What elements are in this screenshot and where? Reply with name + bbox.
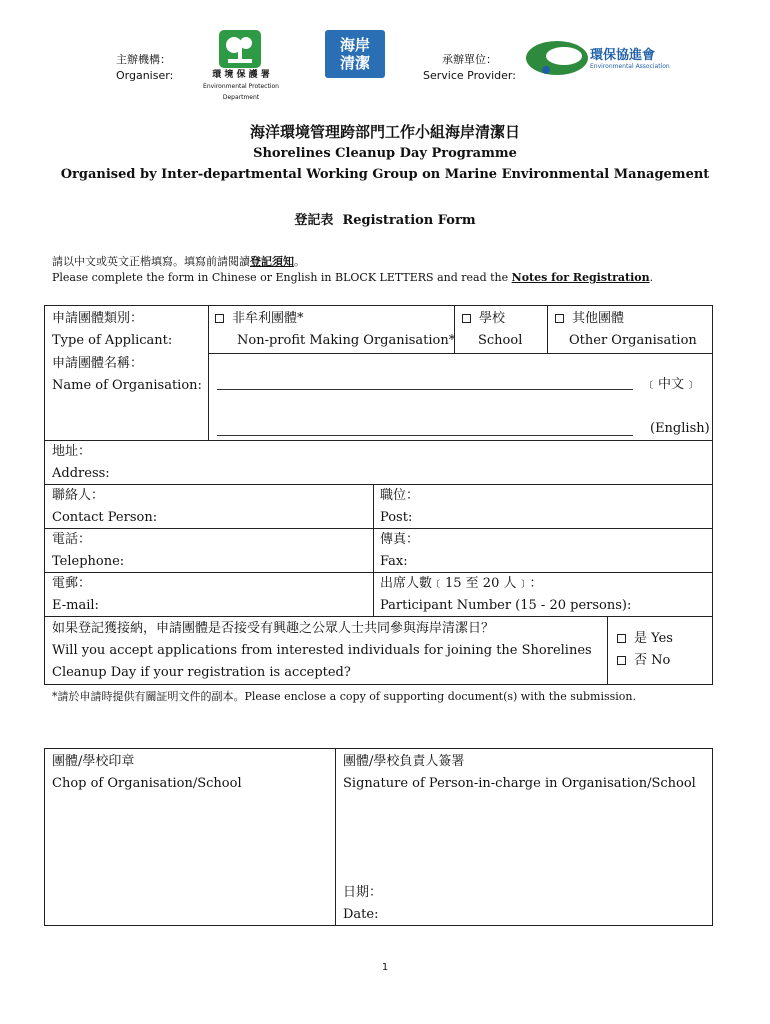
no-checkbox[interactable]: [617, 656, 626, 665]
epd-name: 環 境 保 護 署 Environmental Protection Department: [203, 70, 279, 101]
email-label[interactable]: 電郵： E-mail:: [52, 576, 99, 613]
title-zh: 海洋環境管理跨部門工作小組海岸清潔日: [249, 123, 520, 141]
yes-checkbox[interactable]: [617, 634, 626, 643]
telephone-label[interactable]: 電話： Telephone:: [52, 532, 125, 569]
service-provider-label: 承辦單位： Service Provider:: [423, 53, 516, 82]
option-nonprofit[interactable]: 非牟利團體* Non-profit Making Organisation*: [215, 308, 455, 352]
accept-no-option[interactable]: 否 No: [617, 650, 670, 672]
name-en-suffix: (English): [650, 421, 710, 436]
other-checkbox[interactable]: [555, 314, 564, 323]
epd-logo: [218, 29, 262, 69]
contact-person-label[interactable]: 聯絡人： Contact Person:: [52, 488, 158, 525]
form-title: 登記表 Registration Form: [294, 213, 476, 228]
coastal-cleanup-logo: 海岸清潔: [325, 30, 385, 78]
post-label[interactable]: 職位： Post:: [380, 488, 420, 525]
accept-yes-option[interactable]: 是 Yes: [617, 628, 673, 650]
signature-label[interactable]: 團體/學校負責人簽署 Signature of Person-in-charge in Organisation/School: [343, 754, 696, 791]
instruction-zh: 請以中文或英文正楷填寫。填寫前請閱讀登記須知。: [52, 255, 305, 268]
ea-logo-mark: [524, 38, 590, 78]
school-checkbox[interactable]: [462, 314, 471, 323]
footnote: *請於申請時提供有關証明文件的副本。Please enclose a copy of supporting document(s) with the submission.: [52, 690, 636, 703]
title-en: Shorelines Cleanup Day Programme: [253, 146, 517, 161]
organiser-label: 主辦機構： Organiser:: [116, 53, 174, 82]
accept-public-question: 如果登記獲接納，申請團體是否接受有興趣之公眾人士共同參與海岸清潔日？ Will you accept applications from interested individuals for joining the Shorelines Cleanup Day if your registration is accepted?: [52, 621, 592, 680]
option-school[interactable]: 學校 School: [462, 308, 522, 352]
date-label[interactable]: 日期： Date:: [343, 885, 383, 922]
option-other[interactable]: 其他團體 Other Organisation: [555, 308, 697, 352]
organisation-name-label: 申請團體名稱： Name of Organisation:: [52, 356, 202, 393]
type-of-applicant-label: 申請團體類別： Type of Applicant:: [52, 311, 173, 348]
chop-label[interactable]: 團體/學校印章 Chop of Organisation/School: [52, 754, 242, 791]
address-label[interactable]: 地址： Address:: [52, 444, 110, 481]
instruction-en: Please complete the form in Chinese or English in BLOCK LETTERS and read the Notes for Registration.: [52, 271, 654, 284]
subtitle-en: Organised by Inter-departmental Working Group on Marine Environmental Management: [60, 167, 710, 182]
fax-label[interactable]: 傳真： Fax:: [380, 532, 420, 569]
participant-number-label[interactable]: 出席人數﹝15 至 20 人﹞： Participant Number (15 - 20 persons):: [380, 576, 632, 613]
name-zh-suffix: ﹝中文﹞: [645, 377, 698, 392]
nonprofit-checkbox[interactable]: [215, 314, 224, 323]
name-en-field[interactable]: [217, 435, 633, 436]
ea-name: 環保協進會 Environmental Association: [590, 48, 670, 70]
page-number: 1: [381, 962, 389, 973]
name-zh-field[interactable]: [217, 389, 633, 390]
